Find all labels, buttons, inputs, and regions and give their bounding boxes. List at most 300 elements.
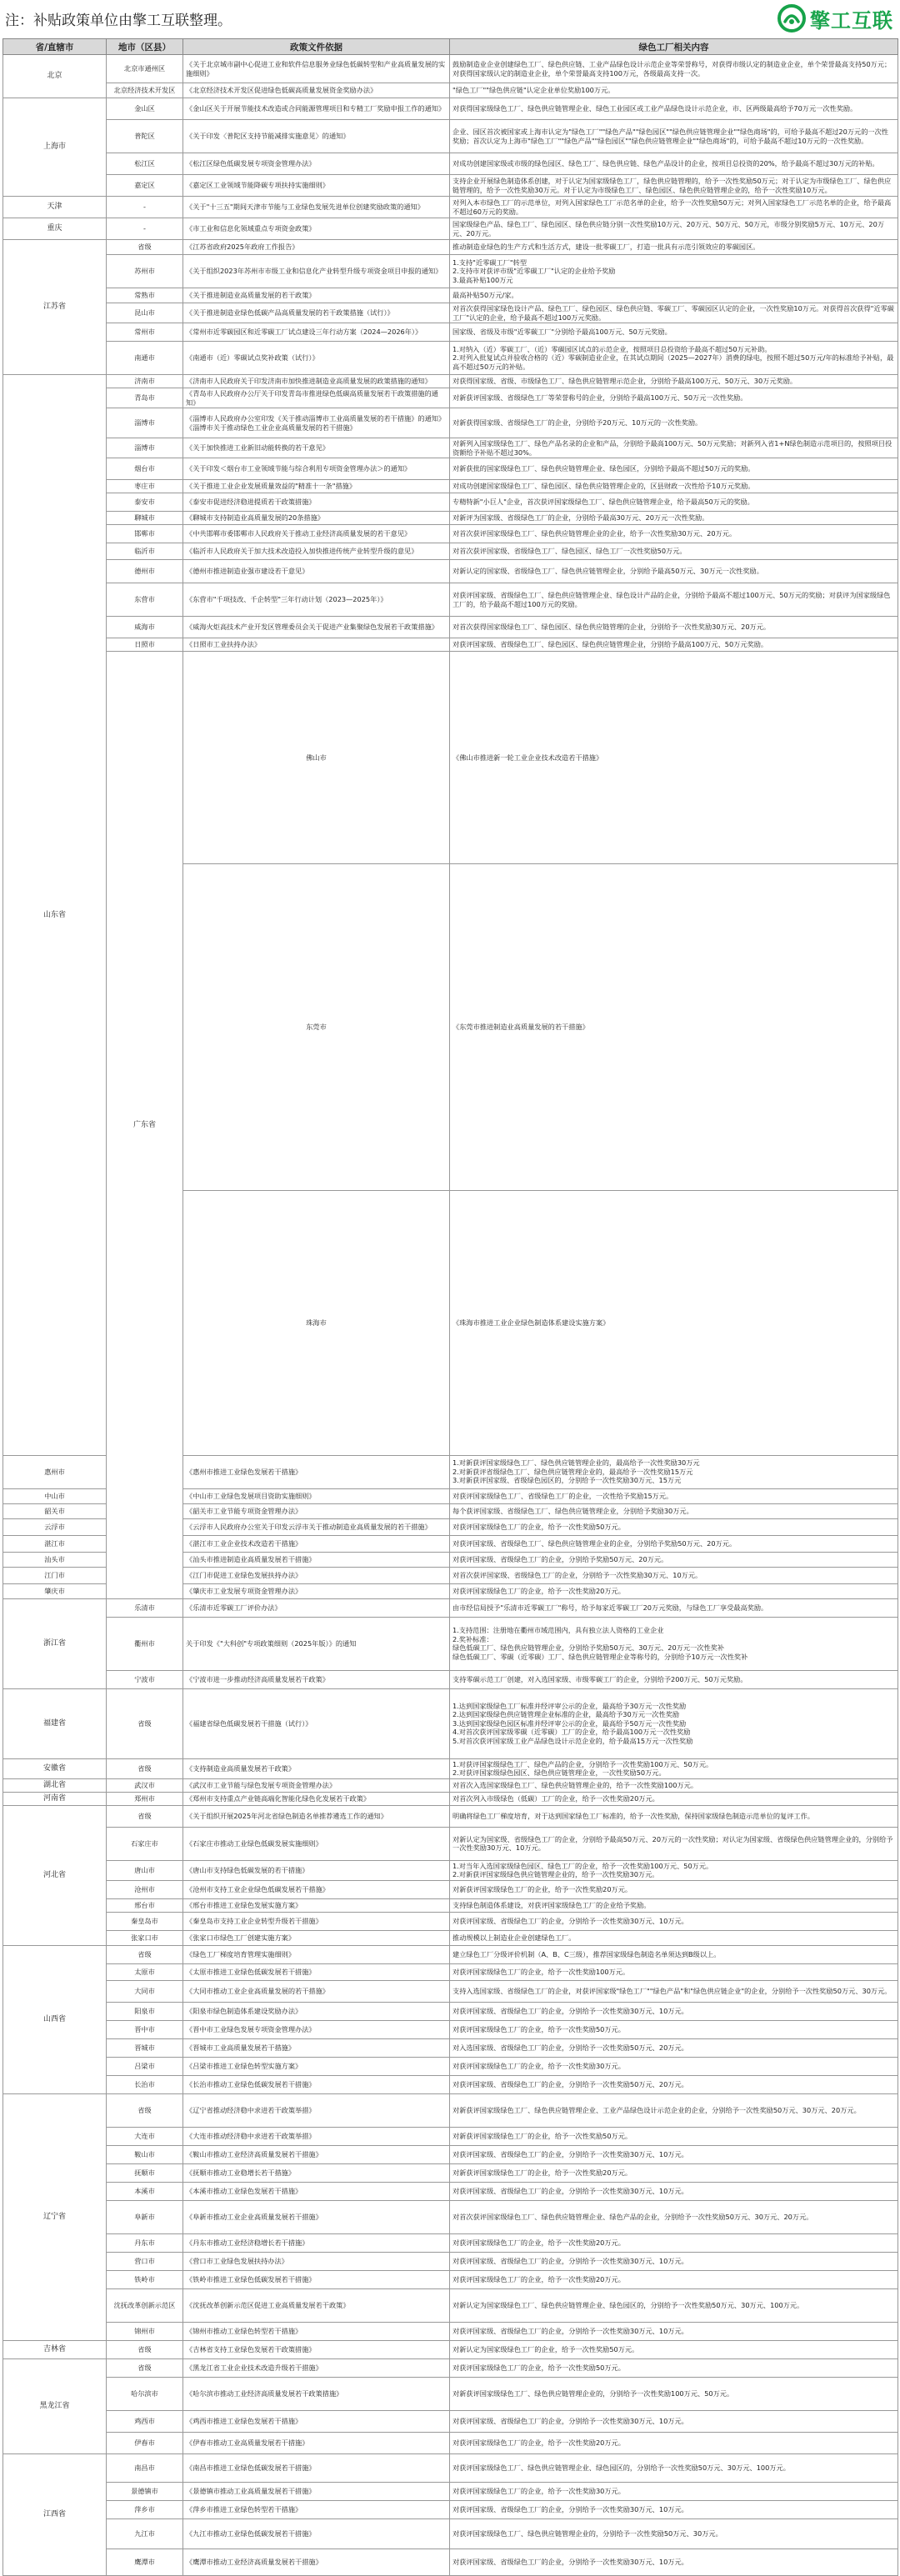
policy-doc-cell: 《日照市工业扶持办法》 — [183, 638, 450, 652]
policy-doc-cell: 《南昌市推进工业绿色低碳发展若干措施》 — [183, 2453, 450, 2482]
table-row — [3, 2093, 898, 2127]
table-row — [3, 493, 898, 512]
city-cell: 石家庄市 — [107, 1827, 183, 1860]
policy-content-cell: 对新获得国家级、省级绿色工厂的企业，分别给予20万元、10万元的一次性奖励。 — [450, 408, 898, 438]
policy-content-cell: 对获评国家级绿色工厂的企业，给予一次性奖励30万元。 — [450, 2482, 898, 2500]
table-row — [3, 288, 898, 303]
city-cell: 阳泉市 — [107, 2002, 183, 2020]
city-cell: 韶关市 — [3, 1503, 107, 1518]
city-cell: 湛江市 — [3, 1535, 107, 1552]
city-cell: 常州市 — [107, 323, 183, 342]
table-row — [3, 2038, 898, 2057]
policy-content-cell: 对首次获评国家级绿色工厂、绿色供应链管理企业的企业，给予一次性奖励30万元、20万元。 — [450, 525, 898, 543]
table-row — [3, 1778, 898, 1792]
city-cell: 宁波市 — [107, 1670, 183, 1688]
city-cell: 鹰潭市 — [107, 2548, 183, 2575]
table-row — [3, 98, 898, 120]
policy-doc-cell: 《关于北京城市副中心促进工业和软件信息服务业绿色低碳转型和产业高质量发展的实施细则》 — [183, 55, 450, 83]
city-cell: 吕梁市 — [107, 2057, 183, 2075]
table-row — [3, 2518, 898, 2548]
policy-content-cell: 推动制造业绿色的生产方式和生活方式，建设一批零碳工厂，打造一批具有示范引领效应的零碳园区。 — [450, 240, 898, 255]
policy-content-cell: 对获得国家级、省级、市级绿色工厂、绿色供应链管理示范企业，分别给予最高100万元、50万元、30万元奖励。 — [450, 375, 898, 388]
policy-content-cell: 对新认定的国家级、省级绿色工厂、绿色供应链管理企业，分别给予最高50万元、30万元一次性奖励。 — [450, 560, 898, 583]
city-cell: 锦州市 — [107, 2322, 183, 2340]
policy-content-cell: 对获评国家级、省级绿色工厂的企业，分别给予奖励50万元、20万元。 — [450, 1552, 898, 1567]
policy-doc-cell: 《长治市推动工业绿色低碳发展若干措施》 — [183, 2075, 450, 2093]
table-row — [3, 2200, 898, 2233]
policy-content-cell: 对首次获得国家级绿色工厂、绿色园区、绿色供应链管理的企业，分别给予一次性奖励30万元、20万元。 — [450, 617, 898, 638]
policy-content-cell: 鼓励制造业企业创建绿色工厂、绿色供应链、工业产品绿色设计示范企业等荣誉称号，对获得市级认定的制造业企业，单个荣誉最高支持50万元；对获得国家级认定的制造业企业，单个荣誉最高支持100万元，各级最高支持一次。 — [450, 55, 898, 83]
table-row — [3, 197, 898, 218]
policy-doc-cell: 《九江市推动工业绿色低碳发展若干措施》 — [183, 2518, 450, 2548]
policy-content-cell: 对新评为国家级、省级绿色工厂的企业，分别给予最高30万元、20万元一次性奖励。 — [450, 512, 898, 525]
city-cell: 晋中市 — [107, 2020, 183, 2038]
table-row — [3, 83, 898, 98]
policy-doc-cell: 《石家庄市推动工业绿色低碳发展实施细则》 — [183, 1827, 450, 1860]
policy-content-cell: 对新认定为国家级绿色工厂的企业，给予一次性奖励50万元。 — [450, 2340, 898, 2358]
policy-content-cell: 对获评国家级绿色工厂、绿色供应链管理企业、绿色园区的，分别给予一次性奖励50万元、30万元、100万元。 — [450, 2453, 898, 2482]
policy-doc-cell: 《大连市推动经济稳中求进若干政策举措》 — [183, 2127, 450, 2145]
city-cell: 昆山市 — [107, 303, 183, 323]
policy-content-cell: 对成功创建国家级或市级的绿色园区、绿色工厂、绿色供应链、绿色产品设计的企业，按项目总投资的20%，给予最高不超过30万元的补贴。 — [450, 153, 898, 175]
table-row — [3, 617, 898, 638]
city-cell: - — [107, 218, 183, 240]
policy-content-cell: 对获评国家级绿色工厂的企业，给予一次性奖励20万元。 — [450, 2233, 898, 2252]
policy-doc-cell: 《嘉定区工业领域节能降碳专项扶持实施细则》 — [183, 175, 450, 197]
policy-doc-cell: 《福建省绿色低碳发展若干措施（试行）》 — [183, 1688, 450, 1758]
table-row — [3, 2453, 898, 2482]
table-row — [3, 255, 898, 288]
policy-doc-cell: 《关于组织开展2025年河北省绿色制造名单推荐遴选工作的通知》 — [183, 1805, 450, 1827]
policy-content-cell: 对新获评国家级绿色工厂的企业，给予一次性奖励20万元。 — [450, 1880, 898, 1898]
province-cell: 湖北省 — [3, 1778, 107, 1792]
table-row — [3, 342, 898, 375]
city-cell: 大同市 — [107, 1980, 183, 2002]
table-row — [3, 1880, 898, 1898]
table-row — [3, 2252, 898, 2270]
policy-content-cell: 对获得国家级绿色工厂、绿色供应链管理企业、绿色工业园区或工业产品绿色设计示范企业，市、区两级最高给予70万元一次性奖励。 — [450, 98, 898, 120]
province-cell: 重庆 — [3, 218, 107, 240]
table-row — [3, 375, 898, 388]
policy-content-cell: 对获评国家级、省级绿色工厂的企业，分别给予一次性奖励30万元、10万元。 — [450, 1912, 898, 1930]
policy-doc-cell: 《关于组织2023年苏州市市级工业和信息化产业转型升级专项资金项目申报的通知》 — [183, 255, 450, 288]
policy-content-cell: 对获评国家级、省级绿色工厂的企业，分别给予一次性奖励30万元、10万元。 — [450, 2548, 898, 2575]
province-cell: 河南省 — [3, 1792, 107, 1805]
city-cell: 鞍山市 — [107, 2145, 183, 2163]
table-row — [3, 1980, 898, 2002]
city-cell: 哈尔滨市 — [107, 2377, 183, 2410]
policy-content-cell: 对获评国家级、省级绿色工厂的企业，分别给予一次性奖励30万元、10万元。 — [450, 2322, 898, 2340]
table-row — [3, 1898, 898, 1912]
city-cell: 萍乡市 — [107, 2500, 183, 2518]
policy-doc-cell: 《大同市推动工业企业高质量发展的若干措施》 — [183, 1980, 450, 2002]
city-cell: 普陀区 — [107, 120, 183, 153]
table-row — [3, 1598, 898, 1617]
policy-content-cell: 推动规模以上制造业企业创建绿色工厂。 — [450, 1930, 898, 1945]
table-row — [3, 2500, 898, 2518]
policy-doc-cell: 《聊城市支持制造业高质量发展的20条措施》 — [183, 512, 450, 525]
policy-content-cell: 对获评国家级绿色工厂的企业，给予一次性奖励20万元。 — [450, 1583, 898, 1598]
province-cell: 上海市 — [3, 98, 107, 197]
province-cell: 江苏省 — [3, 240, 107, 375]
policy-doc-cell: 《市工业和信息化领域重点专项资金政策》 — [183, 218, 450, 240]
policy-content-cell: 对获评国家级、省级绿色工厂的企业，分别给予一次性奖励50万元、20万元。 — [450, 2075, 898, 2093]
policy-content-cell: 1.达到国家级绿色工厂标准并经评审公示的企业，最高给予30万元一次性奖励 2.达到国家级绿色供应链管理企业标准的企业，最高给予30万元一次性奖励 3.达到国家级绿色园区标准并经评审公示的企业，最高给予50万元一次性奖励 4.对首次获评国家级零碳（近零碳）工厂的企业，给予最高100万元一次性奖励 5.对首次获评国家级工业产品绿色设计示范企业的，给予最高15万元一次性奖励 — [450, 1688, 898, 1758]
policy-doc-cell: 《常州市近零碳园区和近零碳工厂试点建设三年行动方案（2024—2026年）》 — [183, 323, 450, 342]
table-row — [3, 1963, 898, 1980]
policy-table — [2, 38, 898, 2576]
city-cell: 汕头市 — [3, 1552, 107, 1567]
policy-doc-cell: 《关于"十三五"期间天津市节能与工业绿色发展先进单位创建奖励政策的通知》 — [183, 197, 450, 218]
policy-doc-cell: 《江门市促进工业绿色发展扶持办法》 — [183, 1567, 450, 1583]
table-row — [3, 1670, 898, 1688]
policy-doc-cell: 《锦州市推动工业绿色转型若干措施》 — [183, 2322, 450, 2340]
policy-content-cell: 支持零碳示范工厂创建，对入选国家级、市级零碳工厂的企业，分别给予200万元、50万元奖励。 — [450, 1670, 898, 1688]
city-cell: 淄博市 — [107, 408, 183, 438]
policy-doc-cell: 《乐清市近零碳工厂评价办法》 — [183, 1598, 450, 1617]
policy-doc-cell: 《云浮市人民政府办公室关于印发云浮市关于推动制造业高质量发展的若干措施》 — [183, 1518, 450, 1535]
policy-content-cell: 对获评国家级、省级绿色工厂、绿色供应链管理企业、绿色设计产品的企业，分别给予最高不超过100万元、50万元的奖励；对获评为国家级绿色工厂的，给予最高不超过100万元的奖励。 — [450, 583, 898, 617]
policy-content-cell: 明确将绿色工厂梯度培育，对于达到国家绿色工厂标准的，给予一次性奖励，保持国家级绿色制造示范单位的复评工作。 — [450, 1805, 898, 1827]
province-cell: 山西省 — [3, 1945, 107, 2093]
policy-doc-cell: 《太原市推进工业绿色低碳发展若干措施》 — [183, 1963, 450, 1980]
city-cell: 省级 — [107, 1688, 183, 1758]
policy-content-cell: 对首次列入市级绿色（低碳）工厂的企业，给予一次性奖励20万元。 — [450, 1792, 898, 1805]
city-cell: 长治市 — [107, 2075, 183, 2093]
table-row — [3, 638, 898, 652]
city-cell: 东营市 — [107, 583, 183, 617]
table-row — [3, 560, 898, 583]
city-cell: 北京市通州区 — [107, 55, 183, 83]
policy-content-cell: 对首次获评国家级绿色工厂、绿色供应链管理企业、绿色产品的企业，分别给予一次性奖励50万元、30万元、20万元。 — [450, 2200, 898, 2233]
policy-doc-cell: 《淄博市人民政府办公室印发《关于推动淄博市工业高质量发展的若干措施》的通知》《淄博市关于推动绿色工业企业高质量发展的若干措施》 — [183, 408, 450, 438]
policy-doc-cell: 《武汉市工业节能与绿色发展专项资金管理办法》 — [183, 1778, 450, 1792]
table-row — [3, 2127, 898, 2145]
policy-content-cell: 对获评国家级绿色工厂的企业，给予一次性奖励50万元。 — [450, 2358, 898, 2377]
city-cell: 唐山市 — [107, 1860, 183, 1880]
province-cell: 福建省 — [3, 1688, 107, 1758]
table-row — [3, 583, 898, 617]
policy-doc-cell: 《阳泉市绿色制造体系建设奖励办法》 — [183, 2002, 450, 2020]
city-cell: 枣庄市 — [107, 480, 183, 493]
city-cell: 阜新市 — [107, 2200, 183, 2233]
city-cell: 沈抚改革创新示范区 — [107, 2288, 183, 2322]
policy-content-cell: 专精特新"小巨人"企业，首次获评国家级绿色工厂、绿色供应链管理企业，给予最高50万元的奖励。 — [450, 493, 898, 512]
policy-doc-cell: 《佛山市推进新一轮工业企业技术改造若干措施》 — [450, 652, 898, 864]
table-header-row — [3, 39, 898, 55]
city-cell: 景德镇市 — [107, 2482, 183, 2500]
policy-content-cell: 由市经信局授予"乐清市近零碳工厂"称号，给予每家近零碳工厂20万元奖励，与绿色工厂享受最高奖励。 — [450, 1598, 898, 1617]
policy-doc-cell: 《汕头市推进制造业高质量发展若干措施》 — [183, 1552, 450, 1567]
city-cell: 邯郸市 — [107, 525, 183, 543]
city-cell: 苏州市 — [107, 255, 183, 288]
table-row — [3, 2358, 898, 2377]
policy-content-cell: 每个获评国家级、省级绿色工厂、绿色供应链管理企业，分别给予奖励30万元。 — [450, 1503, 898, 1518]
policy-doc-cell: 《松江区绿色低碳发展专项资金管理办法》 — [183, 153, 450, 175]
city-cell: 乐清市 — [107, 1598, 183, 1617]
qinggong-logo-icon — [777, 3, 807, 33]
table-row — [3, 2002, 898, 2020]
table-row — [3, 1792, 898, 1805]
city-cell: 秦皇岛市 — [107, 1912, 183, 1930]
policy-doc-cell: 《关于推进制造业绿色低碳产品高质量发展的若干政策措施（试行）》 — [183, 303, 450, 323]
province-cell: 天津 — [3, 197, 107, 218]
city-cell: 省级 — [107, 1805, 183, 1827]
policy-doc-cell: 《中共邯郸市委邯郸市人民政府关于推动工业经济高质量发展的若干意见》 — [183, 525, 450, 543]
policy-doc-cell: 《丹东市推动工业经济稳增长若干措施》 — [183, 2233, 450, 2252]
city-cell: 泰安市 — [107, 493, 183, 512]
table-row — [3, 240, 898, 255]
city-cell: 南通市 — [107, 342, 183, 375]
policy-content-cell: 对新获评国家级、省级绿色工厂等荣誉称号的企业，分别给予最高100万元、50万元一次性奖励。 — [450, 388, 898, 408]
table-row — [3, 543, 898, 560]
city-cell: 威海市 — [107, 617, 183, 638]
province-cell: 山东省 — [3, 375, 107, 1456]
policy-content-cell: 对首次获评国家级、省级绿色工厂、绿色园区、绿色工厂一次性奖励50万元。 — [450, 543, 898, 560]
city-cell: 中山市 — [3, 1488, 107, 1503]
policy-doc-cell: 《威海火炬高技术产业开发区管理委员会关于促进产业集聚绿色发展若干政策措施》 — [183, 617, 450, 638]
policy-content-cell: 对获评国家级、省级绿色工厂的企业，分别给予一次性奖励30万元、10万元。 — [450, 2252, 898, 2270]
policy-doc-cell: 《关于推进制造业高质量发展的若干政策》 — [183, 288, 450, 303]
table-row — [3, 2233, 898, 2252]
policy-doc-cell: 《唐山市支持绿色低碳发展的若干措施》 — [183, 1860, 450, 1880]
city-cell: 沧州市 — [107, 1880, 183, 1898]
table-row — [3, 2288, 898, 2322]
policy-doc-cell: 《江苏省政府2025年政府工作报告》 — [183, 240, 450, 255]
table-row — [3, 2145, 898, 2163]
city-cell: 嘉定区 — [107, 175, 183, 197]
policy-content-cell: 对新获评国家级绿色工厂、绿色供应链管理企业的，分别给予一次性奖励100万元、50万元。 — [450, 2377, 898, 2410]
policy-doc-cell: 关于印发《"大科创"专项政策细则（2025年版）》的通知 — [183, 1617, 450, 1670]
city-cell: 大连市 — [107, 2127, 183, 2145]
table-row — [3, 408, 898, 438]
policy-content-cell: 对入选国家级、省级绿色工厂的企业，分别给予一次性奖励50万元、20万元。 — [450, 2038, 898, 2057]
city-cell: 省级 — [107, 2358, 183, 2377]
policy-content-cell: 对首次获得国家绿色设计产品、绿色工厂、绿色园区、绿色供应链、零碳工厂、零碳园区认定的企业，一次性奖励10万元。对获得首次获得"近零碳工厂"认定的企业，给予最高不超过100万元奖励。 — [450, 303, 898, 323]
city-cell: 东莞市 — [183, 864, 450, 1191]
policy-doc-cell: 《阜新市推动工业企业高质量发展若干措施》 — [183, 2200, 450, 2233]
city-cell: 青岛市 — [107, 388, 183, 408]
policy-doc-cell: 《吕梁市推进工业绿色转型实施方案》 — [183, 2057, 450, 2075]
city-cell: 松江区 — [107, 153, 183, 175]
city-cell: 省级 — [107, 240, 183, 255]
column-header: 政策文件依据 — [183, 39, 450, 55]
policy-doc-cell: 《伊春市推动工业高质量发展若干措施》 — [183, 2432, 450, 2453]
province-cell: 黑龙江省 — [3, 2358, 107, 2453]
city-cell: 丹东市 — [107, 2233, 183, 2252]
table-row — [3, 2057, 898, 2075]
policy-doc-cell: 《支持制造业高质量发展若干政策》 — [183, 1758, 450, 1778]
table-row — [3, 388, 898, 408]
policy-doc-cell: 《哈尔滨市推动工业经济高质量发展若干政策措施》 — [183, 2377, 450, 2410]
policy-doc-cell: 《本溪市推动工业绿色发展若干措施》 — [183, 2182, 450, 2200]
policy-content-cell: 对获评国家级绿色工厂、省级绿色工厂的企业，一次性给予奖励15万元。 — [450, 1488, 898, 1503]
policy-doc-cell: 《湛江市工业企业技术改造若干措施》 — [183, 1535, 450, 1552]
policy-doc-cell: 《宁波市进一步推动经济高质量发展若干政策》 — [183, 1670, 450, 1688]
policy-doc-cell: 《沈抚改革创新示范区促进工业高质量发展若干政策》 — [183, 2288, 450, 2322]
policy-content-cell: 对新列入国家级绿色工厂、绿色产品名录的企业和产品，分别给予最高100万元、50万元奖励；对新列入省1+N绿色制造示范项目的，按照项目投资额给予补贴不超过30%。 — [450, 438, 898, 458]
table-row — [3, 2410, 898, 2432]
table-row — [3, 2182, 898, 2200]
city-cell: 衢州市 — [107, 1617, 183, 1670]
policy-content-cell: 对获评国家级绿色工厂的企业，给予一次性奖励30万元。 — [450, 2057, 898, 2075]
policy-doc-cell: 《青岛市人民政府办公厅关于印发青岛市推进绿色低碳高质量发展若干政策措施的通知》 — [183, 388, 450, 408]
policy-doc-cell: 《邢台市推进工业绿色发展实施方案》 — [183, 1898, 450, 1912]
city-cell: 淄博市 — [107, 438, 183, 458]
policy-content-cell: 对获评国家级、省级绿色工厂、绿色园区、绿色供应链管理企业，分别给予最高100万元、50万元奖励。 — [450, 638, 898, 652]
policy-content-cell: 1.对当年入选国家级绿色园区、绿色工厂的企业，给予一次性奖励100万元、50万元。 2.对新获评国家级绿色供应链管理企业的，给予一次性奖励30万元。 — [450, 1860, 898, 1880]
policy-doc-cell: 《临沂市人民政府关于加大技术改造投入加快推进传统产业转型升级的意见》 — [183, 543, 450, 560]
table-row — [3, 1945, 898, 1963]
column-header: 省/直辖市 — [3, 39, 107, 55]
policy-content-cell: 对获评国家级绿色工厂、绿色供应链管理企业的，分别给予一次性奖励50万元、30万元。 — [450, 2518, 898, 2548]
policy-doc-cell: 《绿色工厂梯度培育管理实施细则》 — [183, 1945, 450, 1963]
policy-doc-cell: 《北京经济技术开发区促进绿色低碳高质量发展资金奖励办法》 — [183, 83, 450, 98]
policy-doc-cell: 《惠州市推进工业绿色发展若干措施》 — [183, 1455, 450, 1488]
policy-doc-cell: 《珠海市推进工业企业绿色制造体系建设实施方案》 — [450, 1190, 898, 1455]
city-cell: 晋城市 — [107, 2038, 183, 2057]
policy-doc-cell: 《沧州市支持工业企业绿色低碳发展若干措施》 — [183, 1880, 450, 1898]
policy-content-cell: 1.对纳入（近）零碳工厂、（近）零碳园区试点的示范企业，按照项目总投资给予最高不超过50万元补助。 2.对列入批复试点并验收合格的（近）零碳制造业企业，在其试点期间（2025—2027年）消费的绿电，按照不超过50万元/年的标准给予补贴，最高不超过50万元的补贴。 — [450, 342, 898, 375]
table-row — [3, 1912, 898, 1930]
brand-logo — [777, 2, 893, 35]
table-row — [3, 120, 898, 153]
policy-content-cell: 对获评国家级、省级绿色工厂的企业，分别给予一次性奖励30万元、10万元。 — [450, 2182, 898, 2200]
policy-content-cell: 对获评国家级、省级绿色工厂的企业，分别给予一次性奖励30万元、10万元。 — [450, 2145, 898, 2163]
city-cell: 邢台市 — [107, 1898, 183, 1912]
table-row — [3, 2432, 898, 2453]
table-row — [3, 2075, 898, 2093]
table-row — [3, 1805, 898, 1827]
policy-content-cell: 对列入本市绿色工厂的示范单位，对列入国家绿色工厂示范名单的企业，给予一次性奖励50万元；对列入国家绿色工厂示范名单的企业，给予最高不超过60万元的奖励。 — [450, 197, 898, 218]
policy-doc-cell: 《晋中市工业绿色发展专项资金管理办法》 — [183, 2020, 450, 2038]
policy-doc-cell: 《东营市"千项技改、千企转型"三年行动计划（2023—2025年）》 — [183, 583, 450, 617]
policy-doc-cell: 《中山市工业绿色发展项目资助实施细则》 — [183, 1488, 450, 1503]
policy-doc-cell: 《鞍山市推动工业经济高质量发展若干措施》 — [183, 2145, 450, 2163]
city-cell: 德州市 — [107, 560, 183, 583]
policy-content-cell: 支持绿色制造体系建设，对获评国家级绿色工厂的企业给予奖励。 — [450, 1898, 898, 1912]
table-body — [3, 55, 898, 2576]
policy-content-cell: 对新认定为国家级、省级绿色工厂的企业，分别给予最高50万元、20万元的一次性奖励；对认定为国家级、省级绿色供应链管理企业的，分别给予一次性奖励30万元、10万元。 — [450, 1827, 898, 1860]
city-cell: 临沂市 — [107, 543, 183, 560]
city-cell: 烟台市 — [107, 458, 183, 480]
column-header: 地市（区县） — [107, 39, 183, 55]
policy-doc-cell: 《吉林省支持工业绿色发展若干政策措施》 — [183, 2340, 450, 2358]
policy-content-cell: 对成功创建国家级绿色工厂、绿色园区、绿色供应链管理企业的，区县财政一次性给予10万元奖励。 — [450, 480, 898, 493]
city-cell: 佛山市 — [183, 652, 450, 864]
policy-doc-cell: 《肇庆市工业发展专项资金管理办法》 — [183, 1583, 450, 1598]
city-cell: 九江市 — [107, 2518, 183, 2548]
table-row — [3, 2340, 898, 2358]
city-cell: 金山区 — [107, 98, 183, 120]
policy-doc-cell: 《东莞市推进制造业高质量发展的若干措施》 — [450, 864, 898, 1191]
policy-doc-cell: 《关于印发＜烟台市工业领域节能与综合利用专项资金管理办法＞的通知》 — [183, 458, 450, 480]
table-row — [3, 2548, 898, 2575]
city-cell: 北京经济技术开发区 — [107, 83, 183, 98]
city-cell: 省级 — [107, 1758, 183, 1778]
city-cell: 抚顺市 — [107, 2163, 183, 2182]
policy-doc-cell: 《金山区关于开展节能技术改造或合同能源管理项目和专精工厂奖励申报工作的通知》 — [183, 98, 450, 120]
city-cell: 珠海市 — [183, 1190, 450, 1455]
policy-content-cell: 最高补贴50万元/家。 — [450, 288, 898, 303]
policy-doc-cell: 《秦皇岛市支持工业企业转型升级若干措施》 — [183, 1912, 450, 1930]
policy-content-cell: 对首次入选国家级绿色工厂、绿色供应链管理企业的，给予一次性奖励100万元。 — [450, 1778, 898, 1792]
table-row — [3, 525, 898, 543]
policy-doc-cell: 《郑州市支持重点产业链高端化智能化绿色化发展若干政策》 — [183, 1792, 450, 1805]
province-cell: 浙江省 — [3, 1598, 107, 1688]
table-row — [3, 1758, 898, 1778]
policy-content-cell: 1.对新获评国家级绿色工厂、绿色供应链管理企业的，最高给予一次性奖励30万元 2.对新获评省级绿色工厂、绿色供应链管理企业的，最高给予一次性奖励15万元 3.对新获评国家级、省级绿色园区的，分别给予一次性奖励30万元、15万元 — [450, 1455, 898, 1488]
policy-content-cell: 1.对获评国家级绿色工厂、绿色产品的企业，分别给予一次性奖励100万元、50万元。 2.对获评国家级绿色园区、绿色供应链管理企业，一次性奖励50万元。 — [450, 1758, 898, 1778]
policy-content-cell: 建立绿色工厂分级评价机制（A、B、C三级），推荐国家级绿色制造名单须达到B级以上。 — [450, 1945, 898, 1963]
city-cell: 云浮市 — [3, 1518, 107, 1535]
policy-doc-cell: 《济南市人民政府关于印发济南市加快推进制造业高质量发展的政策措施的通知》 — [183, 375, 450, 388]
table-row — [3, 218, 898, 240]
policy-content-cell: 对首次获评国家级、省级绿色工厂的企业，分别给予一次性奖励30万元、10万元。 — [450, 1567, 898, 1583]
policy-content-cell: "绿色工厂""绿色供应链"认定企业单位奖励100万元。 — [450, 83, 898, 98]
policy-doc-cell: 《张家口市绿色工厂创建实施方案》 — [183, 1930, 450, 1945]
policy-content-cell: 对获评国家级、省级绿色工厂的企业，分别给予一次性奖励30万元、10万元。 — [450, 2410, 898, 2432]
city-cell: 本溪市 — [107, 2182, 183, 2200]
city-cell: 南昌市 — [107, 2453, 183, 2482]
policy-content-cell: 1.支持范围：注册地在衢州市域范围内，具有独立法人资格的工业企业 2.奖补标准： 绿色低碳工厂、绿色供应链管理企业，分别给予奖励50万元、30万元、20万元一次性奖补 绿色低碳工厂、零碳（近零碳）工厂、绿色供应链管理企业等称号的，分别给予10万元一次性奖补 — [450, 1617, 898, 1670]
policy-content-cell: 企业、园区首次被国家或上海市认定为"绿色工厂""绿色产品""绿色园区""绿色供应链管理企业""绿色商场"的，可给予最高不超过20万元的一次性奖励；首次认定为上海市"绿色工厂""绿色产品""绿色园区""绿色供应链管理企业""绿色商场"的，可给予最高不超过10万元的一次性奖励。 — [450, 120, 898, 153]
policy-content-cell: 支持入选国家级、省级绿色工厂的企业，对获评国家级"绿色工厂""绿色产品"和"绿色供应链企业"的企业，分别给予一次性奖励50万元、30万元。 — [450, 1980, 898, 2002]
table-row — [3, 1617, 898, 1670]
province-cell: 北京 — [3, 55, 107, 98]
policy-content-cell: 1.支持"近零碳工厂"转型 2.支持市对获评市级"近零碳工厂"认定的企业给予奖励 3.最高补贴100万元 — [450, 255, 898, 288]
table-row — [3, 2482, 898, 2500]
policy-content-cell: 对新获批的国家级绿色工厂、绿色供应链管理企业、绿色园区，分别给予最高不超过50万元的奖励。 — [450, 458, 898, 480]
policy-content-cell: 对新认定为国家级绿色工厂、绿色供应链管理企业、绿色园区的，分别给予一次性奖励50万元、30万元、100万元。 — [450, 2288, 898, 2322]
province-cell: 江西省 — [3, 2453, 107, 2575]
policy-doc-cell: 《关于加快推进工业新旧动能转换的若干意见》 — [183, 438, 450, 458]
table-row — [3, 480, 898, 493]
policy-content-cell: 对新获评国家级绿色工厂的企业，给予一次性奖励50万元。 — [450, 2127, 898, 2145]
table-row — [3, 652, 898, 864]
policy-content-cell: 国家级、省级及市级"近零碳工厂"分别给予最高100万元、50万元奖励。 — [450, 323, 898, 342]
table-row — [3, 2270, 898, 2288]
policy-doc-cell: 《辽宁省推动经济稳中求进若干政策举措》 — [183, 2093, 450, 2127]
city-cell: 营口市 — [107, 2252, 183, 2270]
city-cell: 郑州市 — [107, 1792, 183, 1805]
city-cell: 铁岭市 — [107, 2270, 183, 2288]
province-cell: 吉林省 — [3, 2340, 107, 2358]
city-cell: 鸡西市 — [107, 2410, 183, 2432]
policy-content-cell: 对获评国家级、省级绿色工厂的企业，分别给予一次性奖励30万元、10万元。 — [450, 2500, 898, 2518]
column-header: 绿色工厂相关内容 — [450, 39, 898, 55]
policy-doc-cell: 《鹰潭市推动工业经济高质量发展若干措施》 — [183, 2548, 450, 2575]
city-cell: 江门市 — [3, 1567, 107, 1583]
city-cell: 济南市 — [107, 375, 183, 388]
table-row — [3, 55, 898, 83]
policy-doc-cell: 《铁岭市推进工业绿色低碳发展若干措施》 — [183, 2270, 450, 2288]
province-cell: 广东省 — [107, 652, 183, 1599]
policy-doc-cell: 《关于印发〈普陀区支持节能减排实施意见〉的通知》 — [183, 120, 450, 153]
policy-content-cell: 对获评国家级绿色工厂的企业，给予一次性奖励100万元。 — [450, 1963, 898, 1980]
table-row — [3, 2322, 898, 2340]
table-row — [3, 1930, 898, 1945]
policy-content-cell: 对获评国家级绿色工厂的企业，给予一次性奖励50万元。 — [450, 1518, 898, 1535]
policy-doc-cell: 《景德镇市推动工业高质量发展若干措施》 — [183, 2482, 450, 2500]
table-row — [3, 458, 898, 480]
table-row — [3, 512, 898, 525]
page-header — [0, 0, 900, 37]
policy-doc-cell: 《黑龙江省工业企业技术改造升级若干措施》 — [183, 2358, 450, 2377]
policy-content-cell: 对获评国家级、省级绿色工厂的企业，分别给予一次性奖励30万元、10万元。 — [450, 2002, 898, 2020]
table-row — [3, 153, 898, 175]
policy-doc-cell: 《鸡西市推进工业绿色发展若干措施》 — [183, 2410, 450, 2432]
